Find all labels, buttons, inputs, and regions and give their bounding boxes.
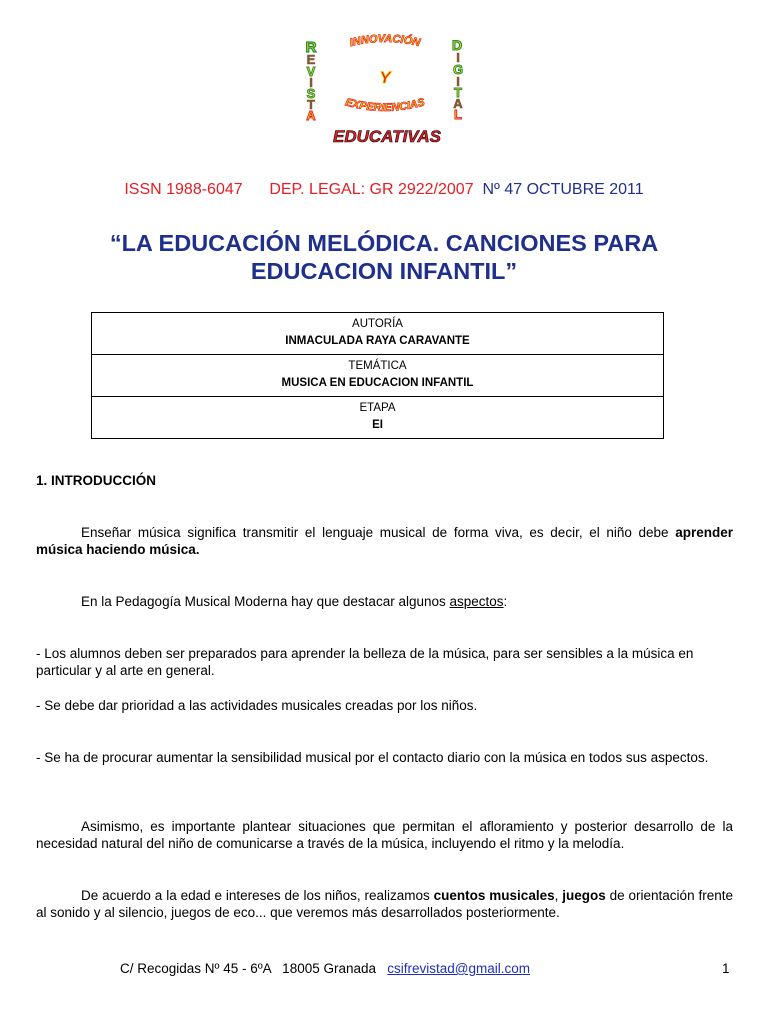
logo-y: Y — [379, 68, 391, 87]
article-info-table — [91, 312, 664, 439]
p7-text: De acuerdo a la edad e intereses de los niños, realizamos — [81, 888, 434, 903]
issue-number: Nº 47 OCTUBRE 2011 — [482, 181, 644, 198]
paragraph-1 — [36, 524, 733, 558]
svg-text:G: G — [452, 62, 464, 77]
footer-email-link[interactable]: csifrevistad@gmail.com — [387, 961, 531, 976]
footer-address: C/ Recogidas Nº 45 - 6ºA 18005 Granada — [120, 961, 388, 976]
table-row — [92, 355, 664, 397]
paragraph-4: - Se debe dar prioridad a las actividades musicales creadas por los niños. — [36, 698, 478, 713]
p1-bold: aprender música haciendo música. — [36, 525, 733, 557]
svg-text:D: D — [451, 37, 463, 53]
svg-text:I: I — [309, 75, 313, 90]
paragraph-2 — [36, 593, 733, 610]
svg-text:I: I — [456, 50, 460, 65]
svg-text:A: A — [306, 108, 316, 123]
cell-value: INMACULADA RAYA CARAVANTE — [285, 335, 470, 347]
svg-text:R: R — [305, 39, 317, 56]
journal-logo — [292, 30, 478, 150]
title-line-1: “LA EDUCACIÓN MELÓDICA. CANCIONES PARA — [109, 230, 659, 256]
svg-text:L: L — [454, 107, 462, 122]
paragraph-3: - Los alumnos deben ser preparados para aprender la belleza de la música, para ser sensibles a la música en particular y al arte en general. — [36, 646, 694, 678]
table-row — [92, 397, 664, 439]
svg-text:T: T — [454, 85, 462, 100]
p2-colon: : — [503, 594, 508, 609]
logo-left-vertical — [300, 38, 322, 123]
logo-graphic — [292, 30, 478, 150]
cell-value: EI — [372, 419, 383, 431]
section-heading: 1. INTRODUCCIÓN — [36, 473, 157, 488]
cell-label: ETAPA — [359, 402, 396, 414]
dep-legal-text: DEP. LEGAL: GR 2922/2007 — [269, 181, 474, 198]
table-cell-etapa — [92, 397, 664, 439]
svg-text:E: E — [306, 52, 316, 67]
svg-text:T: T — [307, 97, 315, 112]
p2-text: En la Pedagogía Musical Moderna hay que destacar algunos — [81, 594, 450, 609]
page-footer — [120, 961, 530, 976]
table-cell-autoria — [92, 313, 664, 355]
logo-experiencias: EXPERIENCIAS — [343, 96, 427, 115]
p7-bold-1: cuentos musicales — [433, 888, 555, 903]
p2-underlined: aspectos — [449, 594, 504, 609]
page-number: 1 — [722, 961, 730, 976]
svg-text:S: S — [306, 86, 316, 101]
cell-label: TEMÁTICA — [348, 360, 407, 372]
svg-text:I: I — [456, 74, 460, 89]
logo-innovacion: INNOVACIÓN — [348, 32, 422, 50]
p7-rest: de orientación frente al sonido y al silencio, juegos de eco... que veremos más desarrollados posteriormente. — [36, 888, 733, 920]
paragraph-6: Asimismo, es importante plantear situaciones que permitan el afloramiento y posterior desarrollo de la necesidad natural del niño de comunicarse a través de la música, incluyendo el ritmo y la melodía. — [36, 819, 733, 851]
issn-line — [0, 181, 768, 199]
title-line-2: EDUCACION INFANTIL” — [250, 258, 518, 284]
table-cell-tematica — [92, 355, 664, 397]
issn-text: ISSN 1988-6047 — [124, 181, 243, 198]
p1-text: Enseñar música significa transmitir el lenguaje musical de forma viva, es decir, el niño debe — [81, 525, 676, 540]
p7-bold-2: juegos — [562, 888, 606, 903]
article-title — [40, 229, 728, 285]
table-row — [92, 313, 664, 355]
svg-text:V: V — [306, 64, 316, 79]
logo-educativas: EDUCATIVAS — [333, 127, 441, 146]
logo-right-vertical — [452, 37, 463, 122]
paragraph-5: - Se ha de procurar aumentar la sensibilidad musical por el contacto diario con la música en todos sus aspectos. — [36, 750, 709, 765]
cell-label: AUTORÍA — [352, 318, 403, 330]
svg-text:A: A — [453, 96, 463, 111]
paragraph-7 — [36, 887, 733, 921]
p7-sep: , — [554, 888, 563, 903]
cell-value: MUSICA EN EDUCACION INFANTIL — [281, 377, 474, 389]
